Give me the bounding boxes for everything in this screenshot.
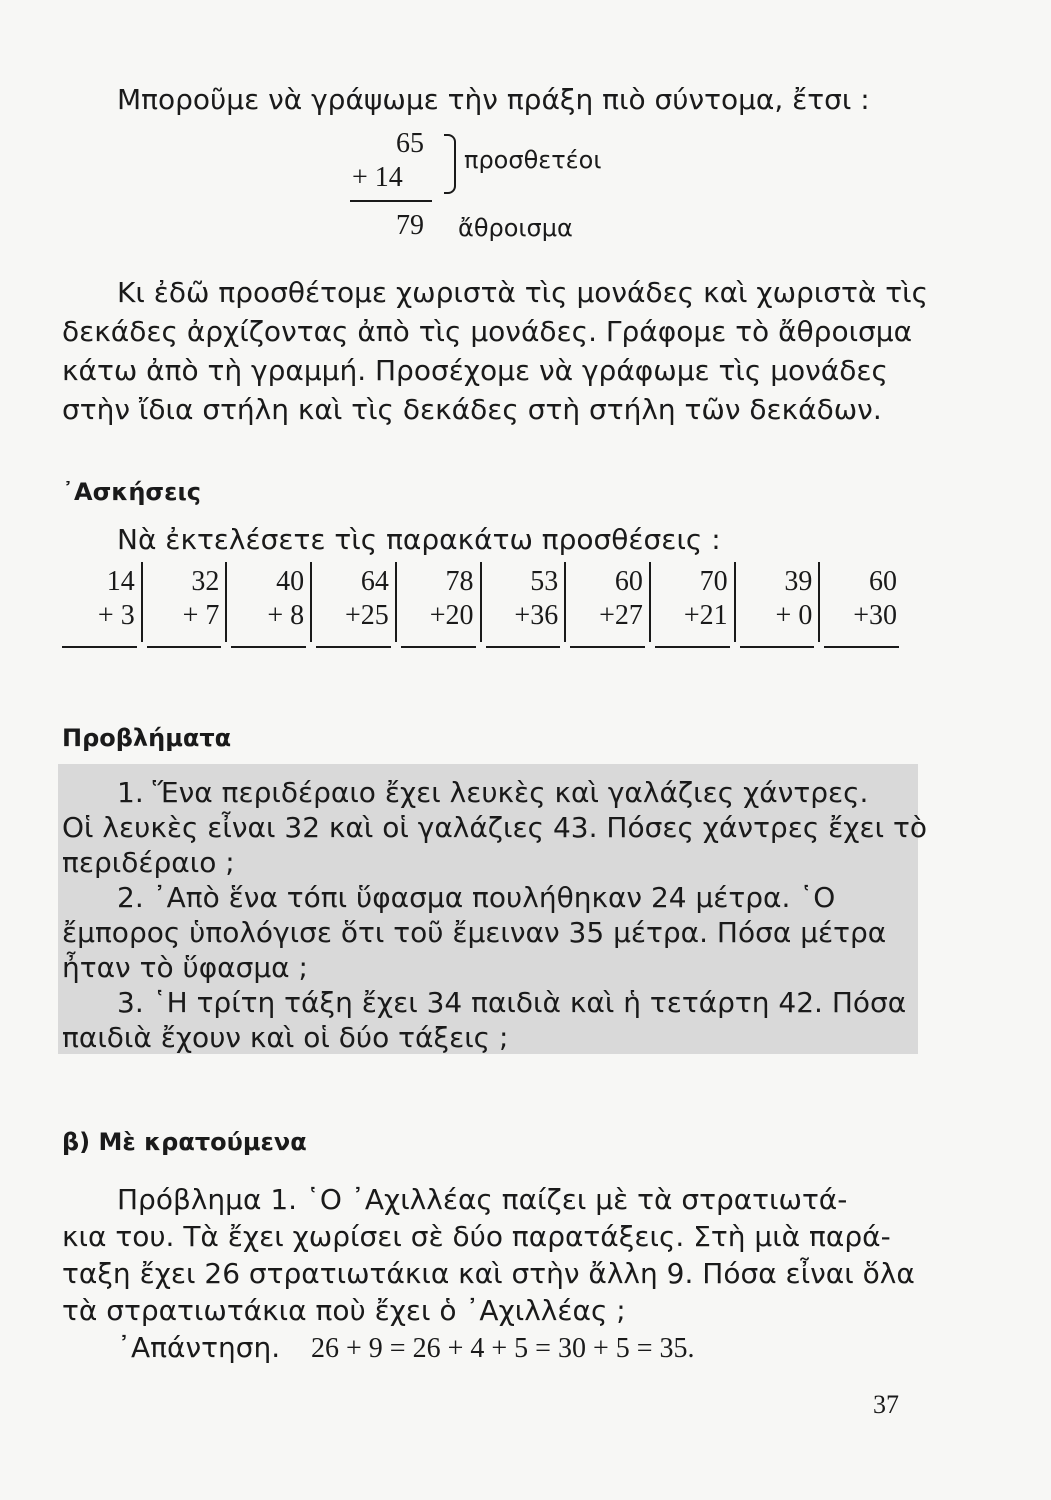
exercise-item: [58, 562, 143, 642]
problem-line: ἦταν τὸ ὕφασμα ;: [62, 951, 308, 984]
exercise-item: [820, 562, 903, 642]
exercise-addend: 64: [360, 566, 389, 597]
exercise-rule: [824, 646, 899, 648]
exercise-item: [482, 562, 567, 642]
page-number: 37: [873, 1390, 899, 1419]
exercise-addend: 60: [614, 566, 643, 597]
explanation-line: στὴν ἴδια στήλη καὶ τὶς δεκάδες στὴ στήλη τῶν δεκάδων.: [62, 393, 882, 426]
problems-heading: Προβλήματα: [62, 724, 232, 752]
exercise-addend: 14: [106, 566, 135, 597]
problem-line: 2. ᾿Απὸ ἕνα τόπι ὕφασμα πουλήθηκαν 24 μέτρα. ῾Ο: [117, 881, 836, 914]
exercise-rule: [570, 646, 645, 648]
exercises-instruction: Νὰ ἐκτελέσετε τὶς παρακάτω προσθέσεις :: [117, 523, 721, 556]
exercise-addend: 53: [530, 566, 559, 597]
exercise-rule: [401, 646, 476, 648]
section-b-line: τὰ στρατιωτάκια ποὺ ἔχει ὁ ᾿Αχιλλέας ;: [62, 1294, 626, 1327]
exercise-addend: 32: [191, 566, 220, 597]
exercise-addend: + 0: [775, 600, 813, 631]
exercise-addend: 60: [869, 566, 898, 597]
exercise-addend: +36: [514, 600, 559, 631]
exercise-rule: [655, 646, 730, 648]
problem-line: Οἱ λευκὲς εἶναι 32 καὶ οἱ γαλάζιες 43. Πόσες χάντρες ἔχει τὸ: [62, 811, 927, 844]
exercise-item: [736, 562, 821, 642]
exercises-row: [58, 562, 903, 662]
example-addend-1: 65: [396, 128, 424, 159]
exercise-rule: [231, 646, 306, 648]
exercise-item: [397, 562, 482, 642]
exercise-addend: 40: [276, 566, 305, 597]
exercise-addend: + 8: [267, 600, 305, 631]
exercises-heading: ᾿Ασκήσεις: [62, 478, 202, 506]
problem-line: 1. Ἕνα περιδέραιο ἔχει λευκὲς καὶ γαλάζιες χάντρες.: [117, 776, 869, 809]
addends-brace: [444, 134, 456, 194]
problem-line: ἔμπορος ὑπολόγισε ὅτι τοῦ ἔμειναν 35 μέτρα. Πόσα μέτρα: [62, 916, 887, 949]
exercise-addend: +25: [345, 600, 389, 631]
answer-label: ᾿Απάντηση.: [117, 1331, 281, 1364]
answer-equation: 26 + 9 = 26 + 4 + 5 = 30 + 5 = 35.: [311, 1333, 695, 1364]
exercise-addend: + 7: [182, 600, 220, 631]
exercise-addend: 39: [784, 566, 813, 597]
problem-line: 3. ῾Η τρίτη τάξη ἔχει 34 παιδιὰ καὶ ἡ τετάρτη 42. Πόσα: [117, 986, 907, 1019]
section-b-line: ταξη ἔχει 26 στρατιωτάκια καὶ στὴν ἄλλη 9. Πόσα εἶναι ὅλα: [62, 1257, 915, 1290]
exercise-addend: +20: [429, 600, 474, 631]
example-addend-2: + 14: [352, 162, 403, 193]
exercise-rule: [62, 646, 137, 648]
addends-label: προσθετέοι: [464, 146, 602, 174]
explanation-line: κάτω ἀπὸ τὴ γραμμή. Προσέχομε νὰ γράφωμε τὶς μονάδες: [62, 354, 888, 387]
intro-text: Μποροῦμε νὰ γράψωμε τὴν πράξη πιὸ σύντομα, ἔτσι :: [117, 83, 870, 116]
exercise-item: [227, 562, 312, 642]
section-b-line: κια του. Τὰ ἔχει χωρίσει σὲ δύο παρατάξεις. Στὴ μιὰ παρά-: [62, 1220, 891, 1253]
sum-label: ἄθροισμα: [458, 214, 573, 242]
exercise-rule: [147, 646, 222, 648]
exercise-addend: +30: [853, 600, 898, 631]
exercise-rule: [740, 646, 815, 648]
section-b-line: Πρόβλημα 1. ῾Ο ᾿Αχιλλέας παίζει μὲ τὰ στρατιωτά-: [117, 1183, 848, 1216]
explanation-line: δεκάδες ἀρχίζοντας ἀπὸ τὶς μονάδες. Γράφομε τὸ ἄθροισμα: [62, 315, 913, 348]
exercise-addend: 78: [445, 566, 474, 597]
exercise-addend: +21: [683, 600, 728, 631]
exercise-addend: 70: [699, 566, 728, 597]
answer-line: [117, 1330, 695, 1367]
problem-line: περιδέραιο ;: [62, 846, 235, 879]
worked-example: [340, 128, 660, 248]
exercise-addend: + 3: [97, 600, 135, 631]
exercise-rule: [316, 646, 391, 648]
problem-line: παιδιὰ ἔχουν καὶ οἱ δύο τάξεις ;: [62, 1021, 509, 1054]
exercise-item: [143, 562, 228, 642]
exercise-item: [312, 562, 397, 642]
sum-line: [350, 200, 432, 202]
exercise-rule: [486, 646, 561, 648]
example-sum: 79: [396, 210, 424, 241]
exercise-item: [566, 562, 651, 642]
explanation-line: Κι ἐδῶ προσθέτομε χωριστὰ τὶς μονάδες καὶ χωριστὰ τὶς: [117, 276, 929, 309]
exercise-addend: +27: [599, 600, 643, 631]
section-b-heading: β) Μὲ κρατούμενα: [62, 1128, 307, 1156]
exercise-item: [651, 562, 736, 642]
